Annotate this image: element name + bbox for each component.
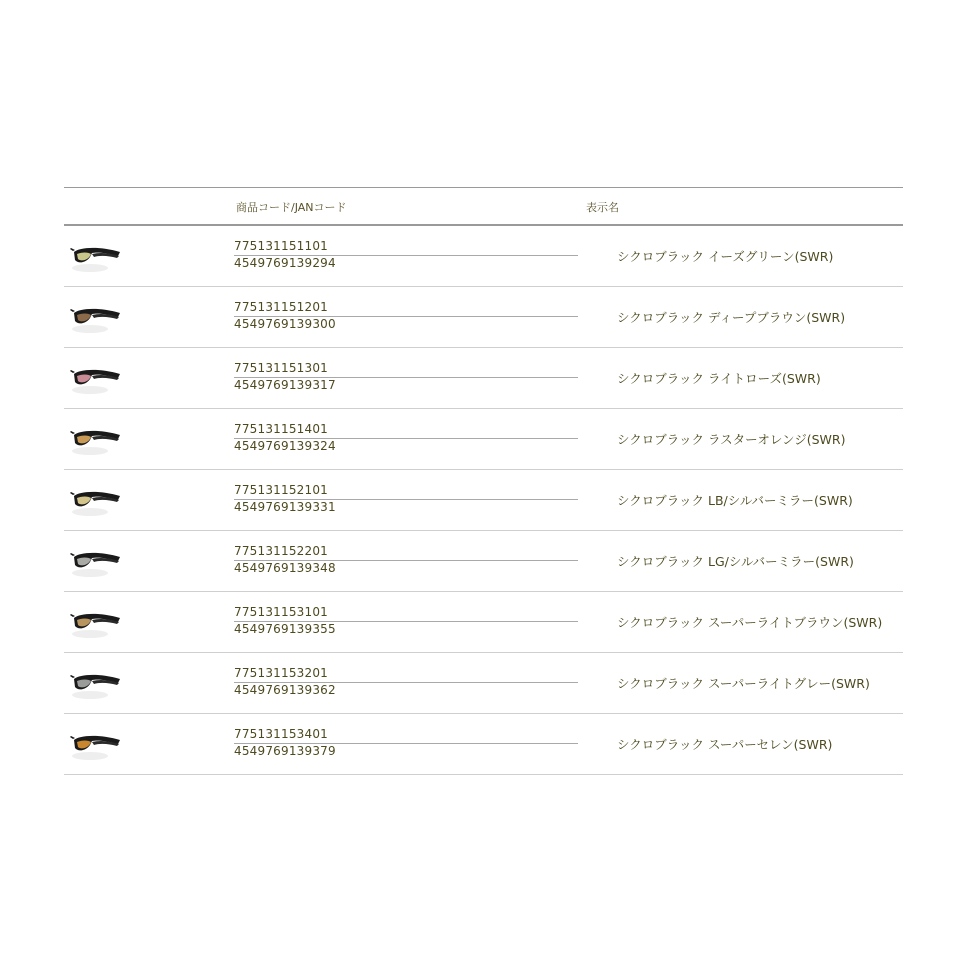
product-code: 775131151401 xyxy=(234,422,329,436)
jan-code: 4549769139324 xyxy=(234,439,336,453)
sunglasses-image xyxy=(70,360,122,398)
table-row xyxy=(64,348,903,409)
product-code: 775131151201 xyxy=(234,300,329,314)
product-name: シクロブラック イーズグリーン(SWR) xyxy=(617,249,834,264)
column-header-code: 商品コード/JANコード xyxy=(236,201,347,214)
table-row xyxy=(64,287,903,348)
product-code: 775131153201 xyxy=(234,666,329,680)
product-name: シクロブラック LG/シルバーミラー(SWR) xyxy=(617,554,854,569)
product-code: 775131151301 xyxy=(234,361,329,375)
code-cell xyxy=(234,605,578,637)
code-cell xyxy=(234,666,578,698)
code-cell xyxy=(234,361,578,393)
code-cell xyxy=(234,422,578,454)
product-name: シクロブラック スーパーライトブラウン(SWR) xyxy=(617,615,883,630)
sunglasses-image xyxy=(70,421,122,459)
product-code: 775131152101 xyxy=(234,483,329,497)
product-name: シクロブラック ディープブラウン(SWR) xyxy=(617,310,846,325)
jan-code: 4549769139355 xyxy=(234,622,336,636)
product-code: 775131153401 xyxy=(234,727,329,741)
product-name: シクロブラック スーパーライトグレー(SWR) xyxy=(617,676,870,691)
table-row xyxy=(64,592,903,653)
product-name: シクロブラック スーパーセレン(SWR) xyxy=(617,737,833,752)
code-cell xyxy=(234,544,578,576)
sunglasses-image xyxy=(70,482,122,520)
jan-code: 4549769139379 xyxy=(234,744,336,758)
table-row xyxy=(64,714,903,775)
product-name: シクロブラック ライトローズ(SWR) xyxy=(617,371,821,386)
code-cell xyxy=(234,300,578,332)
product-name: シクロブラック LB/シルバーミラー(SWR) xyxy=(617,493,853,508)
table-row xyxy=(64,531,903,592)
jan-code: 4549769139331 xyxy=(234,500,336,514)
sunglasses-image xyxy=(70,299,122,337)
jan-code: 4549769139300 xyxy=(234,317,336,331)
code-cell xyxy=(234,483,578,515)
table-body xyxy=(64,226,903,775)
product-name: シクロブラック ラスターオレンジ(SWR) xyxy=(617,432,846,447)
code-cell xyxy=(234,727,578,759)
product-code: 775131153101 xyxy=(234,605,329,619)
jan-code: 4549769139348 xyxy=(234,561,336,575)
jan-code: 4549769139294 xyxy=(234,256,336,270)
column-header-name: 表示名 xyxy=(586,201,619,214)
table-row xyxy=(64,470,903,531)
table-row xyxy=(64,226,903,287)
table-header xyxy=(64,188,903,226)
jan-code: 4549769139362 xyxy=(234,683,336,697)
product-code: 775131151101 xyxy=(234,239,329,253)
sunglasses-image xyxy=(70,726,122,764)
table-row xyxy=(64,409,903,470)
sunglasses-image xyxy=(70,604,122,642)
sunglasses-image xyxy=(70,543,122,581)
product-table xyxy=(64,187,903,775)
table-row xyxy=(64,653,903,714)
jan-code: 4549769139317 xyxy=(234,378,336,392)
code-cell xyxy=(234,239,578,271)
sunglasses-image xyxy=(70,238,122,276)
sunglasses-image xyxy=(70,665,122,703)
product-code: 775131152201 xyxy=(234,544,329,558)
